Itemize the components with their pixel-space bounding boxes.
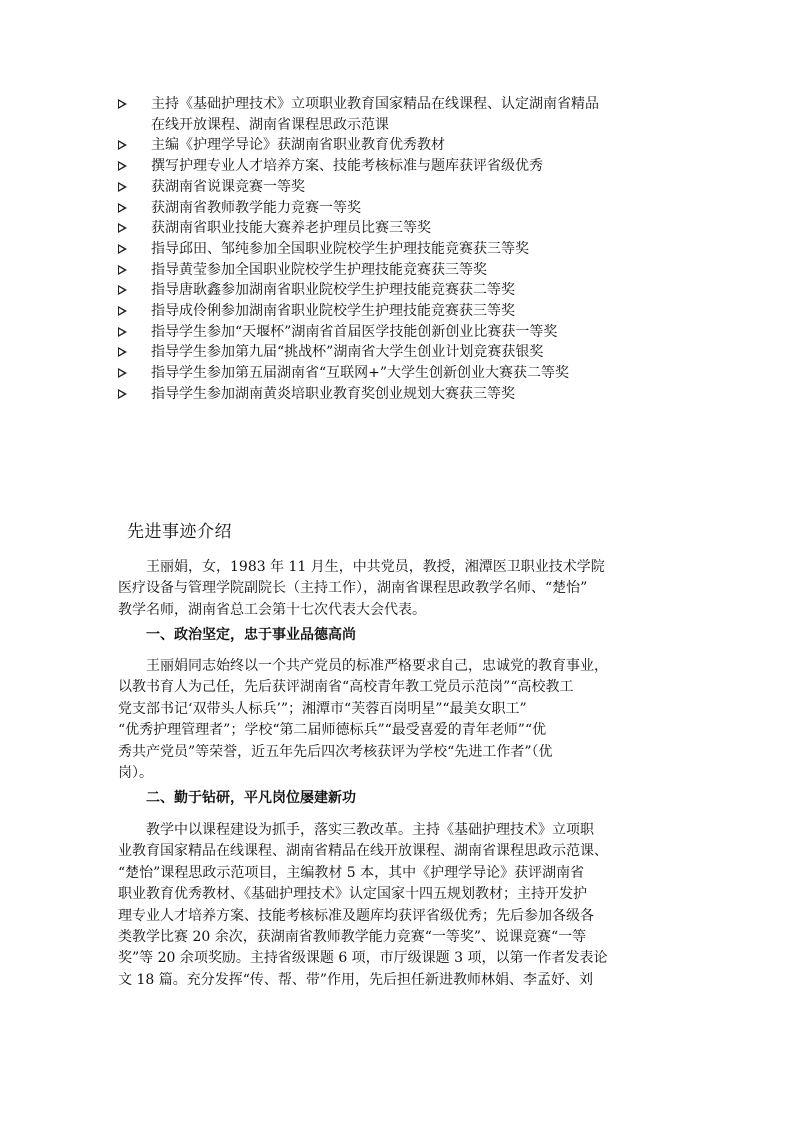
arrow-bullet-icon [118, 223, 127, 233]
arrow-bullet-icon [118, 327, 127, 337]
list-item: 指导学生参加第五届湖南省“互联网+”大学生创新创业大赛获二等奖 [118, 363, 678, 384]
list-item: 指导黄莹参加全国职业院校学生护理技能竞赛获三等奖 [118, 260, 678, 281]
subheading-research: 二、勤于钻研，平凡岗位屡建新功 [146, 790, 356, 806]
list-item: 获湖南省教师教学能力竞赛一等奖 [118, 198, 678, 219]
list-item: 指导唐耿鑫参加湖南省职业院校学生护理技能竞赛获二等奖 [118, 280, 678, 301]
political-paragraph: 王丽娟同志始终以一个共产党员的标准严格要求自己，忠诚党的教育事业， 以教书育人为己任，先后获评湖南省“高校青年教工党员示范岗”“高校教工 党支部书记‘双带头人标兵’”；湘潭市“芙蓉百岗明星”“最美女职工” “优秀护理管理者”；学校“第二届师德标兵”“最受喜爱的青年老师”“优 秀共产党员”等荣誉，近五年先后四次考核获评为学校“先进工作者”（优 岗）。 [118, 658, 608, 782]
arrow-bullet-icon [118, 347, 127, 357]
arrow-bullet-icon [118, 182, 127, 192]
list-item: 指导学生参加“天堰杯”湖南省首届医学技能创新创业比赛获一等奖 [118, 322, 678, 343]
arrow-bullet-icon [118, 306, 127, 316]
list-item: 获湖南省说课竞赛一等奖 [118, 177, 678, 198]
arrow-bullet-icon [118, 285, 127, 295]
list-item: 撰写护理专业人才培养方案、技能考核标准与题库获评省级优秀 [118, 156, 678, 177]
achievement-list [118, 94, 678, 405]
arrow-bullet-icon [118, 368, 127, 378]
list-item: 主持《基础护理技术》立项职业教育国家精品在线课程、认定湖南省精品 在线开放课程、湖南省课程思政示范课 [118, 94, 678, 135]
arrow-bullet-icon [118, 203, 127, 213]
subheading-political: 一、政治坚定，忠于事业品德高尚 [146, 627, 356, 643]
arrow-bullet-icon [118, 389, 127, 399]
list-item: 获湖南省职业技能大赛养老护理员比赛三等奖 [118, 218, 678, 239]
arrow-bullet-icon [118, 265, 127, 275]
arrow-bullet-icon [118, 99, 127, 109]
arrow-bullet-icon [118, 244, 127, 254]
list-item: 指导学生参加湖南黄炎培职业教育奖创业规划大赛获三等奖 [118, 384, 678, 405]
arrow-bullet-icon [118, 140, 127, 150]
list-item: 指导成伶俐参加湖南省职业院校学生护理技能竞赛获三等奖 [118, 301, 678, 322]
research-paragraph: 教学中以课程建设为抓手，落实三教改革。主持《基础护理技术》立项职 业教育国家精品在线课程、湖南省精品在线开放课程、湖南省课程思政示范课、 “楚怡”课程思政示范项目，主编教材 5 本，其中《护理学导论》获评湖南省 职业教育优秀教材、《基础护理技术》认定国家十四五规划教材；主持开发护 理专业人才培养方案、技能考核标准及题库均获评省级优秀；先后参加各级各 类教学比赛 20 余次，获湖南省教师教学能力竞赛“一等奖”、说课竞赛“一等 奖”等 20 余项奖励。主持省级课题 6 项，市厅级课题 3 项，以第一作者发表论 文 18 篇。充分发挥“传、帮、带”作用，先后担任新进教师林娟、李孟妤、刘 [118, 822, 608, 988]
arrow-bullet-icon [118, 161, 127, 171]
list-item: 指导邱田、邹纯参加全国职业院校学生护理技能竞赛获三等奖 [118, 239, 678, 260]
list-item: 主编《护理学导论》获湖南省职业教育优秀教材 [118, 135, 678, 156]
list-item: 指导学生参加第九届“挑战杯”湖南省大学生创业计划竞赛获银奖 [118, 342, 678, 363]
intro-paragraph: 王丽娟，女，1983 年 11 月生，中共党员，教授，湘潭医卫职业技术学院 医疗设备与管理学院副院长（主持工作），湖南省课程思政教学名师、“楚怡” 教学名师，湖南省总工会第十七次代表大会代表。 [118, 559, 605, 618]
section-title: 先进事迹介绍 [127, 522, 232, 542]
